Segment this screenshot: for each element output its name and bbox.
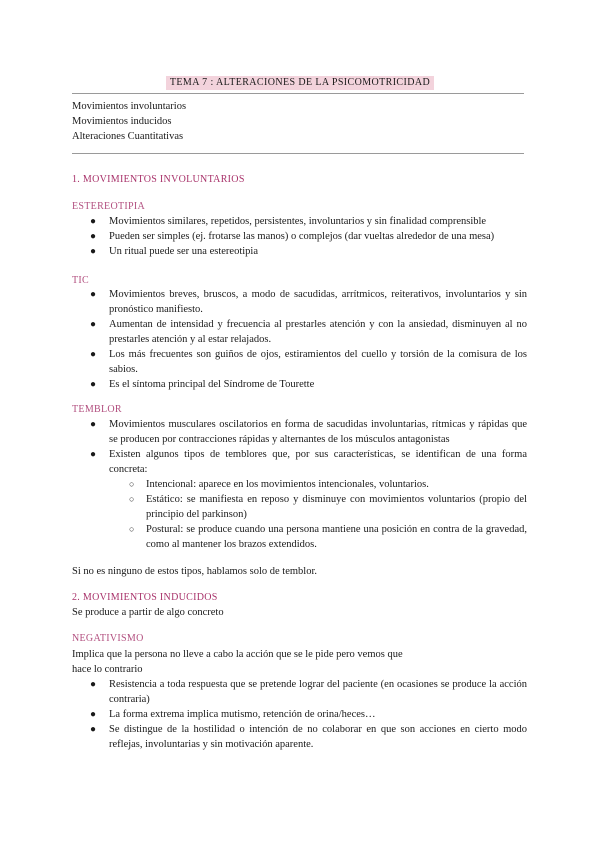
title-container: [0, 72, 600, 90]
circle-bullet-icon: ○: [129, 494, 135, 504]
bullet-icon: ●: [90, 679, 97, 690]
bullet-icon: ●: [90, 319, 97, 330]
list-item: ● Los más frecuentes son guiños de ojos, estiramientos del cuello y torsión de la comisura de los sabios.: [90, 349, 527, 375]
subheading-negativismo: NEGATIVISMO: [72, 633, 144, 644]
tic-list: [72, 287, 527, 392]
bullet-icon: ●: [90, 216, 97, 227]
subheading-temblor: TEMBLOR: [72, 404, 122, 415]
bullet-icon: ●: [90, 419, 97, 430]
section-intro: Se produce a partir de algo concreto: [72, 607, 224, 618]
page-title: TEMA 7 : ALTERACIONES DE LA PSICOMOTRICIDAD: [166, 76, 434, 90]
section-heading-inducidos: 2. MOVIMIENTOS INDUCIDOS: [72, 592, 218, 603]
toc-item: Movimientos inducidos: [72, 116, 172, 127]
temblor-note: Si no es ninguno de estos tipos, hablamos solo de temblor.: [72, 566, 317, 577]
table-of-contents: [72, 99, 186, 144]
estereotipia-list: [72, 214, 527, 259]
bullet-icon: ●: [90, 349, 97, 360]
list-item: ● Pueden ser simples (ej. frotarse las manos) o complejos (dar vueltas alrededor de una mesa): [90, 231, 495, 242]
negativismo-line-2: hace lo contrario: [72, 664, 143, 675]
toc-divider: [72, 153, 524, 154]
toc-item: Movimientos involuntarios: [72, 101, 187, 112]
list-item: ● Movimientos musculares oscilatorios en forma de sacudidas involuntarias, rítmicas y rápidas que se producen por contracciones rápidas y alternantes de los músculos antagonistas: [90, 419, 527, 445]
bullet-icon: ●: [90, 449, 97, 460]
bullet-icon: ●: [90, 724, 97, 735]
list-item: ○ Estático: se manifiesta en reposo y disminuye con movimientos voluntarios (propio del principio del parkinson): [129, 494, 527, 520]
bullet-icon: ●: [90, 709, 97, 720]
negativismo-line-1: Implica que la persona no lleve a cabo la acción que se le pide pero vemos que: [72, 649, 403, 660]
list-item: ● Movimientos breves, bruscos, a modo de sacudidas, arrítmicos, reiterativos, involuntarios y sin pronóstico manifiesto.: [90, 289, 527, 315]
list-item: ● Es el síntoma principal del Síndrome de Tourette: [90, 379, 315, 390]
list-item: ● Resistencia a toda respuesta que se pretende lograr del paciente (en ocasiones se produce la acción contraria): [90, 679, 527, 705]
bullet-icon: ●: [90, 289, 97, 300]
circle-bullet-icon: ○: [129, 479, 135, 489]
subheading-tic: TIC: [72, 275, 90, 286]
list-item: ○ Intencional: aparece en los movimientos intencionales, voluntarios.: [129, 479, 429, 490]
list-item: ○ Postural: se produce cuando una persona mantiene una posición en contra de la gravedad, como al mantener los brazos extendidos.: [129, 524, 527, 550]
list-item: ● Se distingue de la hostilidad o intención de no colaborar en que son acciones en cierto modo reflejas, involuntarias y sin motivación aparente.: [90, 724, 527, 750]
bullet-icon: ●: [90, 379, 97, 390]
list-item: ● Aumentan de intensidad y frecuencia al prestarles atención y con la ansiedad, disminuyen al no prestarles atención y al estar relajados.: [90, 319, 527, 345]
circle-bullet-icon: ○: [129, 524, 135, 534]
toc-item: Alteraciones Cuantitativas: [72, 131, 184, 142]
section-heading-involuntarios: 1. MOVIMIENTOS INVOLUNTARIOS: [72, 174, 245, 185]
temblor-types-list: [109, 477, 527, 552]
temblor-list: [72, 417, 527, 552]
bullet-icon: ●: [90, 231, 97, 242]
list-item: ● Un ritual puede ser una estereotipia: [90, 246, 258, 257]
list-item: ● Existen algunos tipos de temblores que, por sus características, se identifican de una forma concreta: ○ Intencional: aparece en los movimientos intencionales, voluntarios. ○ Estático: se manifiesta en reposo y disminuye con movimientos voluntarios (propio del principio del parkinson) ○ Postural: se produce cuando una persona mantiene una posición en contra de la gravedad, como al mantener los brazos extendidos.: [90, 449, 527, 550]
subheading-estereotipia: ESTEREOTIPIA: [72, 201, 146, 212]
top-divider: [72, 93, 524, 94]
list-item: ● Movimientos similares, repetidos, persistentes, involuntarios y sin finalidad comprensible: [90, 216, 487, 227]
list-item: ● La forma extrema implica mutismo, retención de orina/heces…: [90, 709, 376, 720]
negativismo-list: [72, 677, 527, 752]
bullet-icon: ●: [90, 246, 97, 257]
